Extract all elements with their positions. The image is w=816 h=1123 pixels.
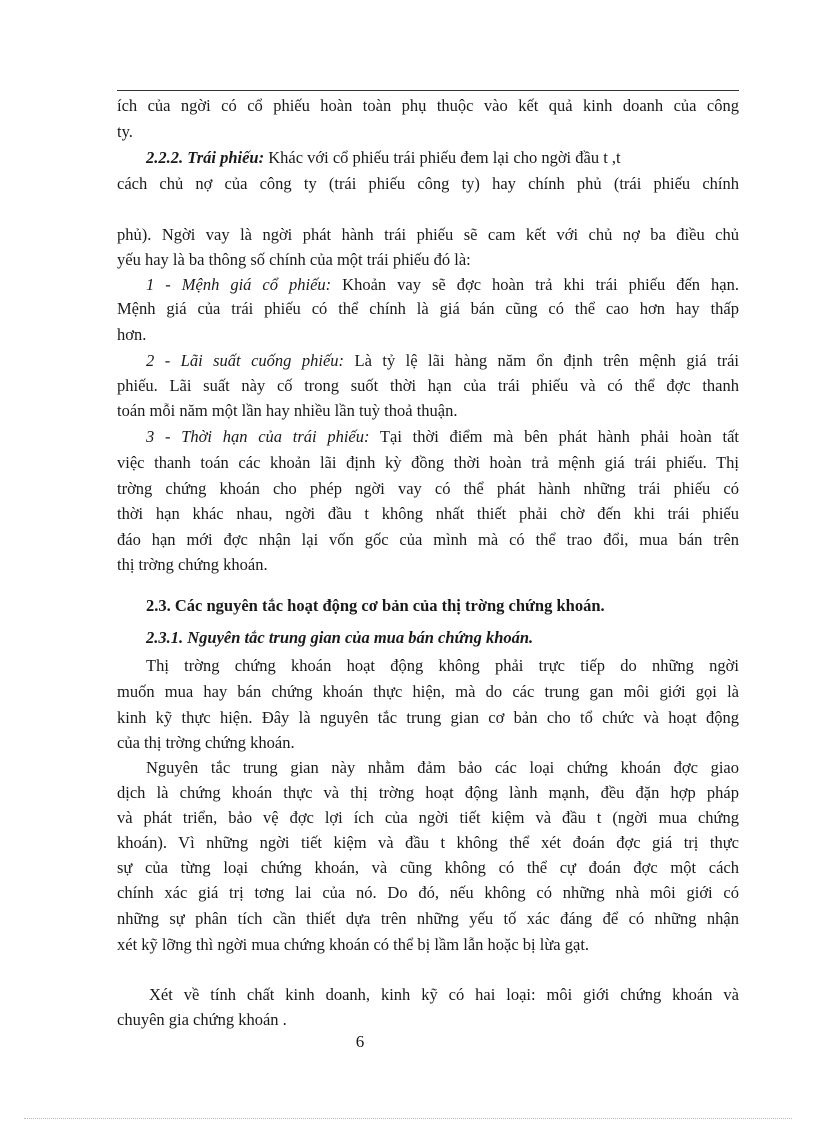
text-line: xét kỹ lỡng thì ngời mua chứng khoán có thể bị lầm lẫn hoặc bị lừa gạt.	[117, 935, 590, 954]
text-line: ty.	[117, 122, 133, 141]
paragraph-lai-suat	[117, 351, 739, 371]
paragraph-thoi-han	[117, 427, 739, 447]
text-line: đáo hạn mới đợc nhận lại vốn gốc của mình mà có thể trao đổi, mua bán trên	[117, 530, 739, 549]
label-menh-gia: 1 - Mệnh giá cổ phiếu:	[146, 275, 332, 294]
text-line: Là tỷ lệ lãi hàng năm ổn định trên mệnh giá trái	[354, 351, 739, 370]
text-line: trờng chứng khoán cho phép ngời vay có thể phát hành những trái phiếu có	[117, 479, 739, 498]
text-line: thời hạn khác nhau, ngời đầu t không nhất thiết phải chờ đến khi trái phiếu	[117, 504, 739, 523]
text-line: Xét về tính chất kinh doanh, kinh kỹ có hai loại: môi giới chứng khoán và	[149, 985, 739, 1004]
text-line: dịch là chứng khoán thực và thị trờng hoạt động lành mạnh, đều đặn hợp pháp	[117, 783, 739, 802]
text-line: phủ). Ngời vay là ngời phát hành trái phiếu sẽ cam kết với chủ nợ ba điều chủ	[117, 225, 739, 244]
paragraph-trai-phieu	[117, 148, 739, 168]
label-thoi-han: 3 - Thời hạn của trái phiếu:	[146, 427, 370, 446]
text-line: chính xác giá trị tơng lai của nó. Do đó, nếu không có những nhà môi giới có	[117, 883, 739, 902]
text-line: của thị trờng chứng khoán.	[117, 733, 295, 752]
text-line: phiếu. Lãi suất này cố trong suốt thời hạn của trái phiếu và có thể đợc thanh	[117, 376, 739, 395]
label-lai-suat: 2 - Lãi suất cuống phiếu:	[146, 351, 345, 370]
bottom-rule	[24, 1118, 792, 1119]
text-line: thị trờng chứng khoán.	[117, 555, 268, 574]
text-line: Khác với cổ phiếu trái phiếu đem lại cho ngời đầu t ,t	[268, 148, 621, 167]
text-line: Mệnh giá của trái phiếu có thể chính là giá bán cũng có thể cao hơn hay thấp	[117, 299, 739, 318]
label-trai-phieu: 2.2.2. Trái phiếu:	[146, 148, 265, 167]
text-line: kinh kỹ thực hiện. Đây là nguyên tắc trung gian cơ bản cho tổ chức và hoạt động	[117, 708, 739, 727]
text-line: chuyên gia chứng khoán .	[117, 1010, 287, 1029]
text-line: sự của từng loại chứng khoán, và cũng không có thể cự đoán đợc một cách	[117, 858, 739, 877]
heading-2-3-1: 2.3.1. Nguyên tắc trung gian của mua bán chứng khoán.	[146, 628, 534, 647]
text-line: khoán). Vì những ngời tiết kiệm và đầu t không thể xét đoán đợc giá trị thực	[117, 833, 739, 852]
page-number: 6	[355, 1032, 365, 1051]
heading-2-3: 2.3. Các nguyên tắc hoạt động cơ bản của thị trờng chứng khoán.	[146, 596, 605, 615]
text-line: những sự phân tích cần thiết dựa trên những yếu tố xác đáng để có những nhận	[117, 909, 739, 928]
text-line: và phát triển, bảo vệ đợc lợi ích của ngời tiết kiệm và đầu t (ngời mua chứng	[117, 808, 739, 827]
text-line: cách chủ nợ của công ty (trái phiếu công ty) hay chính phủ (trái phiếu chính	[117, 174, 739, 193]
text-line: hơn.	[117, 325, 147, 344]
text-line: việc thanh toán các khoản lãi định kỳ đồng thời hoàn trả mệnh giá trái phiếu. Thị	[117, 453, 739, 472]
text-line: yếu hay là ba thông số chính của một trái phiếu đó là:	[117, 250, 471, 269]
paragraph-menh-gia	[117, 275, 739, 295]
text-line: toán mỗi năm một lần hay nhiều lần tuỳ thoả thuận.	[117, 401, 458, 420]
text-line: Thị trờng chứng khoán hoạt động không phải trực tiếp do những ngời	[146, 656, 739, 675]
top-rule	[117, 90, 739, 91]
text-line: ích của ngời có cổ phiếu hoàn toàn phụ thuộc vào kết quả kinh doanh của công	[117, 96, 739, 115]
text-line: muốn mua hay bán chứng khoán thực hiện, mà do các trung gan môi giới gọi là	[117, 682, 739, 701]
text-line: Nguyên tắc trung gian này nhằm đảm bảo các loại chứng khoán đợc giao	[146, 758, 739, 777]
text-line: Khoản vay sẽ đợc hoàn trả khi trái phiếu đến hạn.	[342, 275, 740, 294]
text-line: Tại thời điểm mà bên phát hành phải hoàn tất	[379, 427, 740, 446]
